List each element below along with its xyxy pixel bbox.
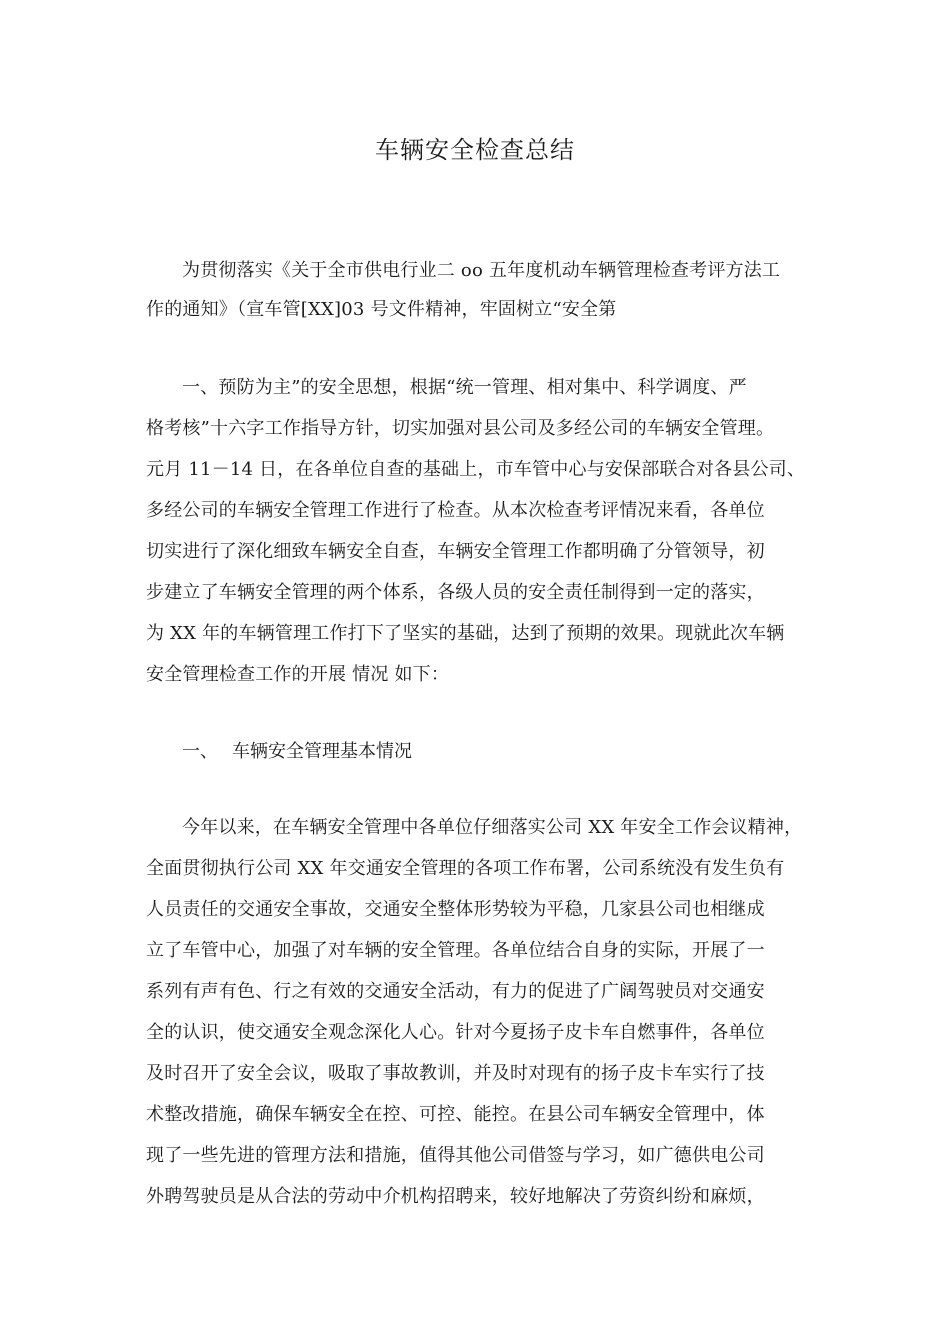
paragraph-line: 术整改措施，确保车辆安全在控、可控、能控。在县公司车辆安全管理中，体 [146,1104,765,1125]
section-number: 一、 [182,741,218,762]
paragraph-line: 立了车管中心，加强了对车辆的安全管理。各单位结合自身的实际，开展了一 [146,940,765,961]
paragraph-line: 为贯彻落实《关于全市供电行业二 oo 五年度机动车辆管理检查考评方法工 [182,260,781,281]
paragraph-line: 系列有声有色、行之有效的交通安全活动，有力的促进了广阔驾驶员对交通安 [146,981,765,1002]
paragraph-line: 人员责任的交通安全事故，交通安全整体形势较为平稳，几家县公司也相继成 [146,899,765,920]
paragraph-line: 全的认识，使交通安全观念深化人心。针对今夏扬子皮卡车自燃事件，各单位 [146,1022,765,1043]
paragraph-line: 及时召开了安全会议，吸取了事故教训，并及时对现有的扬子皮卡车实行了技 [146,1063,765,1084]
paragraph-line: 今年以来，在车辆安全管理中各单位仔细落实公司 XX 年安全工作会议精神， [182,817,803,838]
paragraph-line: 外聘驾驶员是从合法的劳动中介机构招聘来，较好地解决了劳资纠纷和麻烦， [146,1186,765,1207]
paragraph-line: 一、预防为主”的安全思想，根据“统一管理、相对集中、科学调度、严 [182,377,747,398]
paragraph-line: 格考核”十六字工作指导方针，切实加强对县公司及多经公司的车辆安全管理。 [146,418,775,439]
paragraph-line: 安全管理检查工作的开展 情况 如下： [146,664,450,685]
paragraph-line: 为 XX 年的车辆管理工作打下了坚实的基础，达到了预期的效果。现就此次车辆 [146,623,785,644]
paragraph-line: 多经公司的车辆安全管理工作进行了检查。从本次检查考评情况来看，各单位 [146,500,765,521]
paragraph-line: 全面贯彻执行公司 XX 年交通安全管理的各项工作布署，公司系统没有发生负有 [146,858,785,879]
paragraph-line: 切实进行了深化细致车辆安全自查，车辆安全管理工作都明确了分管领导，初 [146,541,765,562]
paragraph-line: 元月 11－14 日，在各单位自查的基础上，市车管中心与安保部联合对各县公司、 [146,459,806,480]
paragraph-line: 作的通知》（宣车管[XX]03 号文件精神，牢固树立“安全第 [146,299,617,320]
paragraph-line: 步建立了车辆安全管理的两个体系，各级人员的安全责任制得到一定的落实， [146,582,765,603]
document-title: 车辆安全检查总结 [375,136,575,164]
paragraph-line: 现了一些先进的管理方法和措施，值得其他公司借签与学习，如广德供电公司 [146,1145,765,1166]
section-heading: 车辆安全管理基本情况 [232,741,412,762]
